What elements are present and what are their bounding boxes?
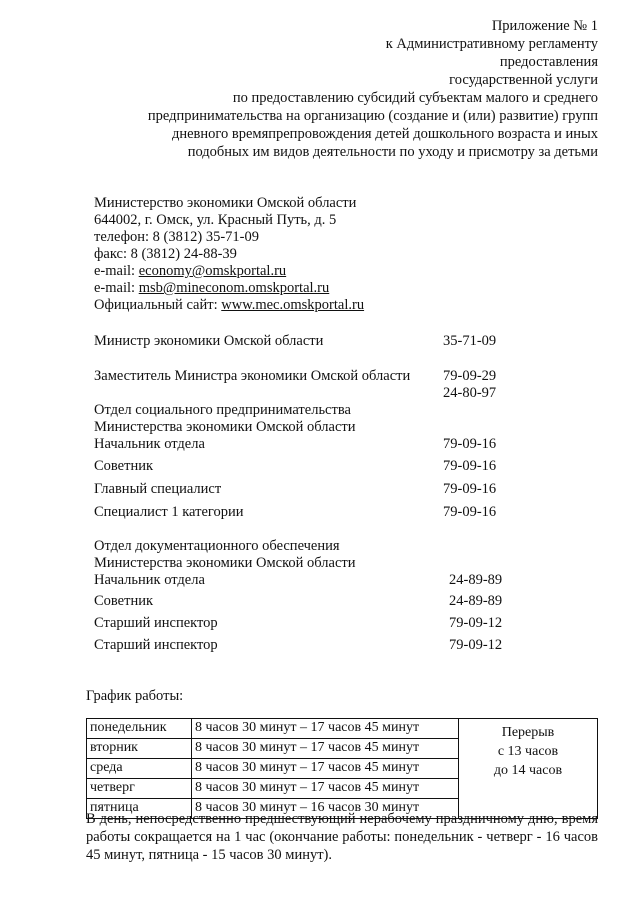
schedule-hours: 8 часов 30 минут – 17 часов 45 минут <box>192 739 459 759</box>
dept2-row-phone: 24-89-89 <box>449 593 503 609</box>
email-label: e-mail: <box>94 263 139 279</box>
org-email-2 <box>94 280 329 297</box>
org-address: 644002, г. Омск, ул. Красный Путь, д. 5 <box>94 212 337 228</box>
schedule-hours: 8 часов 30 минут – 16 часов 30 минут <box>192 799 459 819</box>
dept1-row-phone: 79-09-16 <box>443 481 497 497</box>
dept2-name: Отдел документационного обеспечения <box>94 538 340 554</box>
schedule-day: понедельник <box>87 719 192 739</box>
break-line: до 14 часов <box>493 763 563 778</box>
schedule-day: вторник <box>87 739 192 759</box>
email-link-msb[interactable]: msb@mineconom.omskportal.ru <box>138 280 330 296</box>
header-line: по предоставлению субсидий субъектам малого и среднего <box>232 90 598 106</box>
dept1-row-title: Начальник отдела <box>94 436 205 452</box>
header-line: государственной услуги <box>449 72 598 88</box>
schedule-day: четверг <box>87 779 192 799</box>
schedule-day: среда <box>87 759 192 779</box>
dept2-row-phone: 79-09-12 <box>449 637 503 653</box>
deputy-phone-1: 79-09-29 <box>443 368 497 384</box>
deputy-title: Заместитель Министра экономики Омской области <box>94 368 411 384</box>
dept2-row-phone: 79-09-12 <box>449 615 503 631</box>
dept1-name: Отдел социального предпринимательства <box>94 402 351 418</box>
email-link-economy[interactable]: economy@omskportal.ru <box>138 263 287 279</box>
header-line: подобных им видов деятельности по уходу и присмотру за детьми <box>187 144 598 160</box>
minister-phone: 35-71-09 <box>443 333 497 349</box>
header-line: предпринимательства на организацию (создание и (или) развитие) групп <box>147 108 598 124</box>
dept2-row-title: Старший инспектор <box>94 637 218 653</box>
schedule-day: пятница <box>87 799 192 819</box>
dept2-name-2: Министерства экономики Омской области <box>94 555 356 571</box>
schedule-hours: 8 часов 30 минут – 17 часов 45 минут <box>192 779 459 799</box>
dept1-row-phone: 79-09-16 <box>443 436 497 452</box>
header-line: дневного времяпрепровождения детей дошкольного возраста и иных <box>171 126 598 142</box>
org-name: Министерство экономики Омской области <box>94 195 357 211</box>
dept1-row-title: Советник <box>94 458 154 474</box>
holiday-note: В день, непосредственно предшествующий нерабочему праздничному дню, время работы сокращается на 1 час (окончание работы: понедельник - четверг - 16 часов 45 минут, пятница - 15 часов 30 минут). <box>86 811 598 863</box>
break-line: Перерыв <box>501 725 555 740</box>
org-fax: факс: 8 (3812) 24-88-39 <box>94 246 237 262</box>
appendix-title: Приложение № 1 <box>491 18 598 34</box>
site-link[interactable]: www.mec.omskportal.ru <box>221 297 365 313</box>
dept1-row-title: Главный специалист <box>94 481 222 497</box>
table-row <box>87 719 598 739</box>
dept2-row-title: Старший инспектор <box>94 615 218 631</box>
org-site <box>94 297 364 314</box>
schedule-hours: 8 часов 30 минут – 17 часов 45 минут <box>192 759 459 779</box>
deputy-phone-2: 24-80-97 <box>443 385 497 401</box>
header-line: предоставления <box>499 54 598 70</box>
schedule-table <box>86 718 598 819</box>
break-line: с 13 часов <box>497 744 559 759</box>
dept1-name-2: Министерства экономики Омской области <box>94 419 356 435</box>
email-label: e-mail: <box>94 280 139 296</box>
schedule-title: График работы: <box>86 688 184 704</box>
lunch-break-cell <box>459 719 598 819</box>
schedule-hours: 8 часов 30 минут – 17 часов 45 минут <box>192 719 459 739</box>
dept2-row-title: Начальник отдела <box>94 572 205 588</box>
dept1-row-phone: 79-09-16 <box>443 458 497 474</box>
dept2-row-phone: 24-89-89 <box>449 572 503 588</box>
dept1-row-title: Специалист 1 категории <box>94 504 244 520</box>
org-email-1 <box>94 263 286 280</box>
dept1-row-phone: 79-09-16 <box>443 504 497 520</box>
site-label: Официальный сайт: <box>94 297 222 313</box>
org-phone: телефон: 8 (3812) 35-71-09 <box>94 229 259 245</box>
minister-title: Министр экономики Омской области <box>94 333 324 349</box>
header-line: к Административному регламенту <box>385 36 598 52</box>
dept2-row-title: Советник <box>94 593 154 609</box>
